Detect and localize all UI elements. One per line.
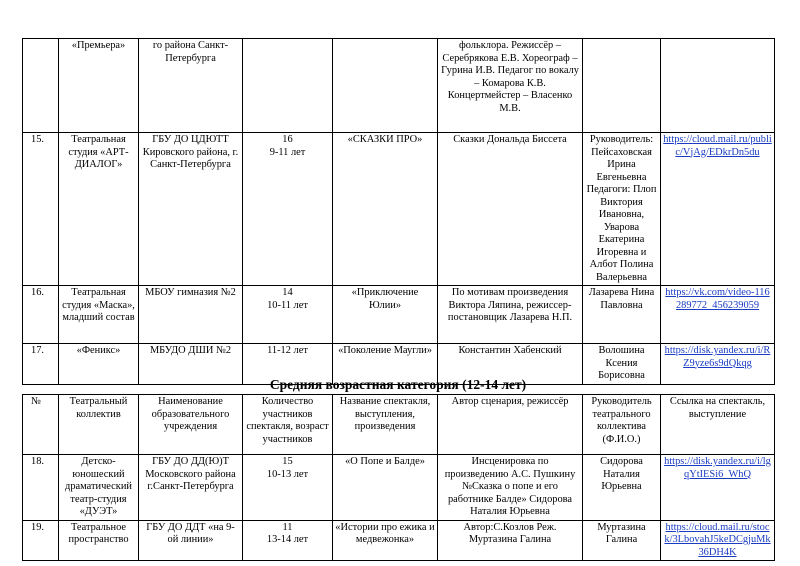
- row-number: 19.: [23, 520, 59, 561]
- institution-cell: МБОУ гимназия №2: [139, 286, 243, 344]
- header-num: №: [23, 395, 59, 455]
- author-cell: Сказки Дональда Биссета: [438, 133, 583, 286]
- author-cell: Автор:С.Козлов Реж. Муртазина Галина: [438, 520, 583, 561]
- video-link[interactable]: https://cloud.mail.ru/public/VjAg/EDkrDn5du: [663, 134, 772, 158]
- header-institution: Наименование образовательного учреждения: [139, 395, 243, 455]
- participants-cell: 11-12 лет: [243, 344, 333, 385]
- title-cell: [333, 39, 438, 133]
- link-cell: [661, 455, 775, 521]
- header-collective: Театральный коллектив: [59, 395, 139, 455]
- row-number: 17.: [23, 344, 59, 385]
- participants-cell: [243, 39, 333, 133]
- header-link: Ссылка на спектакль, выступление: [661, 395, 775, 455]
- section-title: Средняя возрастная категория (12-14 лет): [269, 377, 527, 392]
- institution-cell: ГБУ ДО ЦДЮТТ Кировского района, г. Санкт-Петербурга: [139, 133, 243, 286]
- title-cell: «О Попе и Балде»: [333, 455, 438, 521]
- participants-cell: 15 10-13 лет: [243, 455, 333, 521]
- author-cell: фольклора. Режиссёр –Серебрякова Е.В. Хореограф – Гурина И.В. Педагог по вокалу – Комарова К.В. Концертмейстер – Власенко М.В.: [438, 39, 583, 133]
- title-cell: «Истории про ежика и медвежонка»: [333, 520, 438, 561]
- leader-cell: Лазарева Нина Павловна: [583, 286, 661, 344]
- table-row: [23, 455, 775, 521]
- video-link[interactable]: https://disk.yandex.ru/i/lgqYtIESi6_WhQ: [664, 456, 771, 480]
- collective-cell: Театральная студия «АРТ-ДИАЛОГ»: [59, 133, 139, 286]
- participants-cell: 16 9-11 лет: [243, 133, 333, 286]
- link-cell: [661, 39, 775, 133]
- collective-cell: «Феникс»: [59, 344, 139, 385]
- participants-cell: 14 10-11 лет: [243, 286, 333, 344]
- header-title: Название спектакля, выступления, произведения: [333, 395, 438, 455]
- header-leader: Руководитель театрального коллектива (Ф.И.О.): [583, 395, 661, 455]
- video-link[interactable]: https://cloud.mail.ru/stock/3LbovahJ5keDCgjuMk36DH4K: [664, 521, 771, 558]
- leader-cell: Сидорова Наталия Юрьевна: [583, 455, 661, 521]
- row-number: 16.: [23, 286, 59, 344]
- table-header-row: [23, 395, 775, 455]
- row-number: 15.: [23, 133, 59, 286]
- link-cell: [661, 133, 775, 286]
- collective-cell: Детско-юношеский драматический театр-студия «ДУЭТ»: [59, 455, 139, 521]
- leader-cell: Волошина Ксения Борисовна: [583, 344, 661, 385]
- leader-cell: Руководитель: Пейсаховская Ирина Евгеньевна Педагоги: Плоп Виктория Ивановна, Уварова Екатерина Игоревна и Албот Полина Валерьевна: [583, 133, 661, 286]
- video-link[interactable]: https://disk.yandex.ru/i/RZ9yze6s9dQkqg: [664, 345, 771, 369]
- participants-table-top: [22, 38, 775, 385]
- author-cell: По мотивам произведения Виктора Ляпина, режиссер-постановщик Лазарева Н.П.: [438, 286, 583, 344]
- row-number: [23, 39, 59, 133]
- table-row: [23, 520, 775, 561]
- link-cell: [661, 286, 775, 344]
- institution-cell: го района Санкт-Петербурга: [139, 39, 243, 133]
- link-cell: [661, 520, 775, 561]
- table-row: [23, 133, 775, 286]
- title-cell: «Поколение Маугли»: [333, 344, 438, 385]
- table-row: [23, 39, 775, 133]
- row-number: 18.: [23, 455, 59, 521]
- institution-cell: ГБУ ДО ДД(Ю)Т Московского района г.Санкт-Петербурга: [139, 455, 243, 521]
- table-row: [23, 286, 775, 344]
- header-participants: Количество участников спектакля, возраст участников: [243, 395, 333, 455]
- collective-cell: «Премьера»: [59, 39, 139, 133]
- video-link[interactable]: https://vk.com/video-116289772_456239059: [665, 287, 770, 311]
- participants-cell: 11 13-14 лет: [243, 520, 333, 561]
- leader-cell: [583, 39, 661, 133]
- header-author: Автор сценария, режиссёр: [438, 395, 583, 455]
- author-cell: Константин Хабенский: [438, 344, 583, 385]
- collective-cell: Театральная студия «Маска», младший состав: [59, 286, 139, 344]
- collective-cell: Театральное пространство: [59, 520, 139, 561]
- title-cell: «СКАЗКИ ПРО»: [333, 133, 438, 286]
- author-cell: Инсценировка по произведению А.С. Пушкину №Сказка о попе и его работнике Балде» Сидорова Наталия Юрьевна: [438, 455, 583, 521]
- title-cell: «Приключение Юлии»: [333, 286, 438, 344]
- leader-cell: Муртазина Галина: [583, 520, 661, 561]
- institution-cell: МБУДО ДШИ №2: [139, 344, 243, 385]
- institution-cell: ГБУ ДО ДДТ «на 9-ой линии»: [139, 520, 243, 561]
- participants-table-middle: [22, 394, 775, 561]
